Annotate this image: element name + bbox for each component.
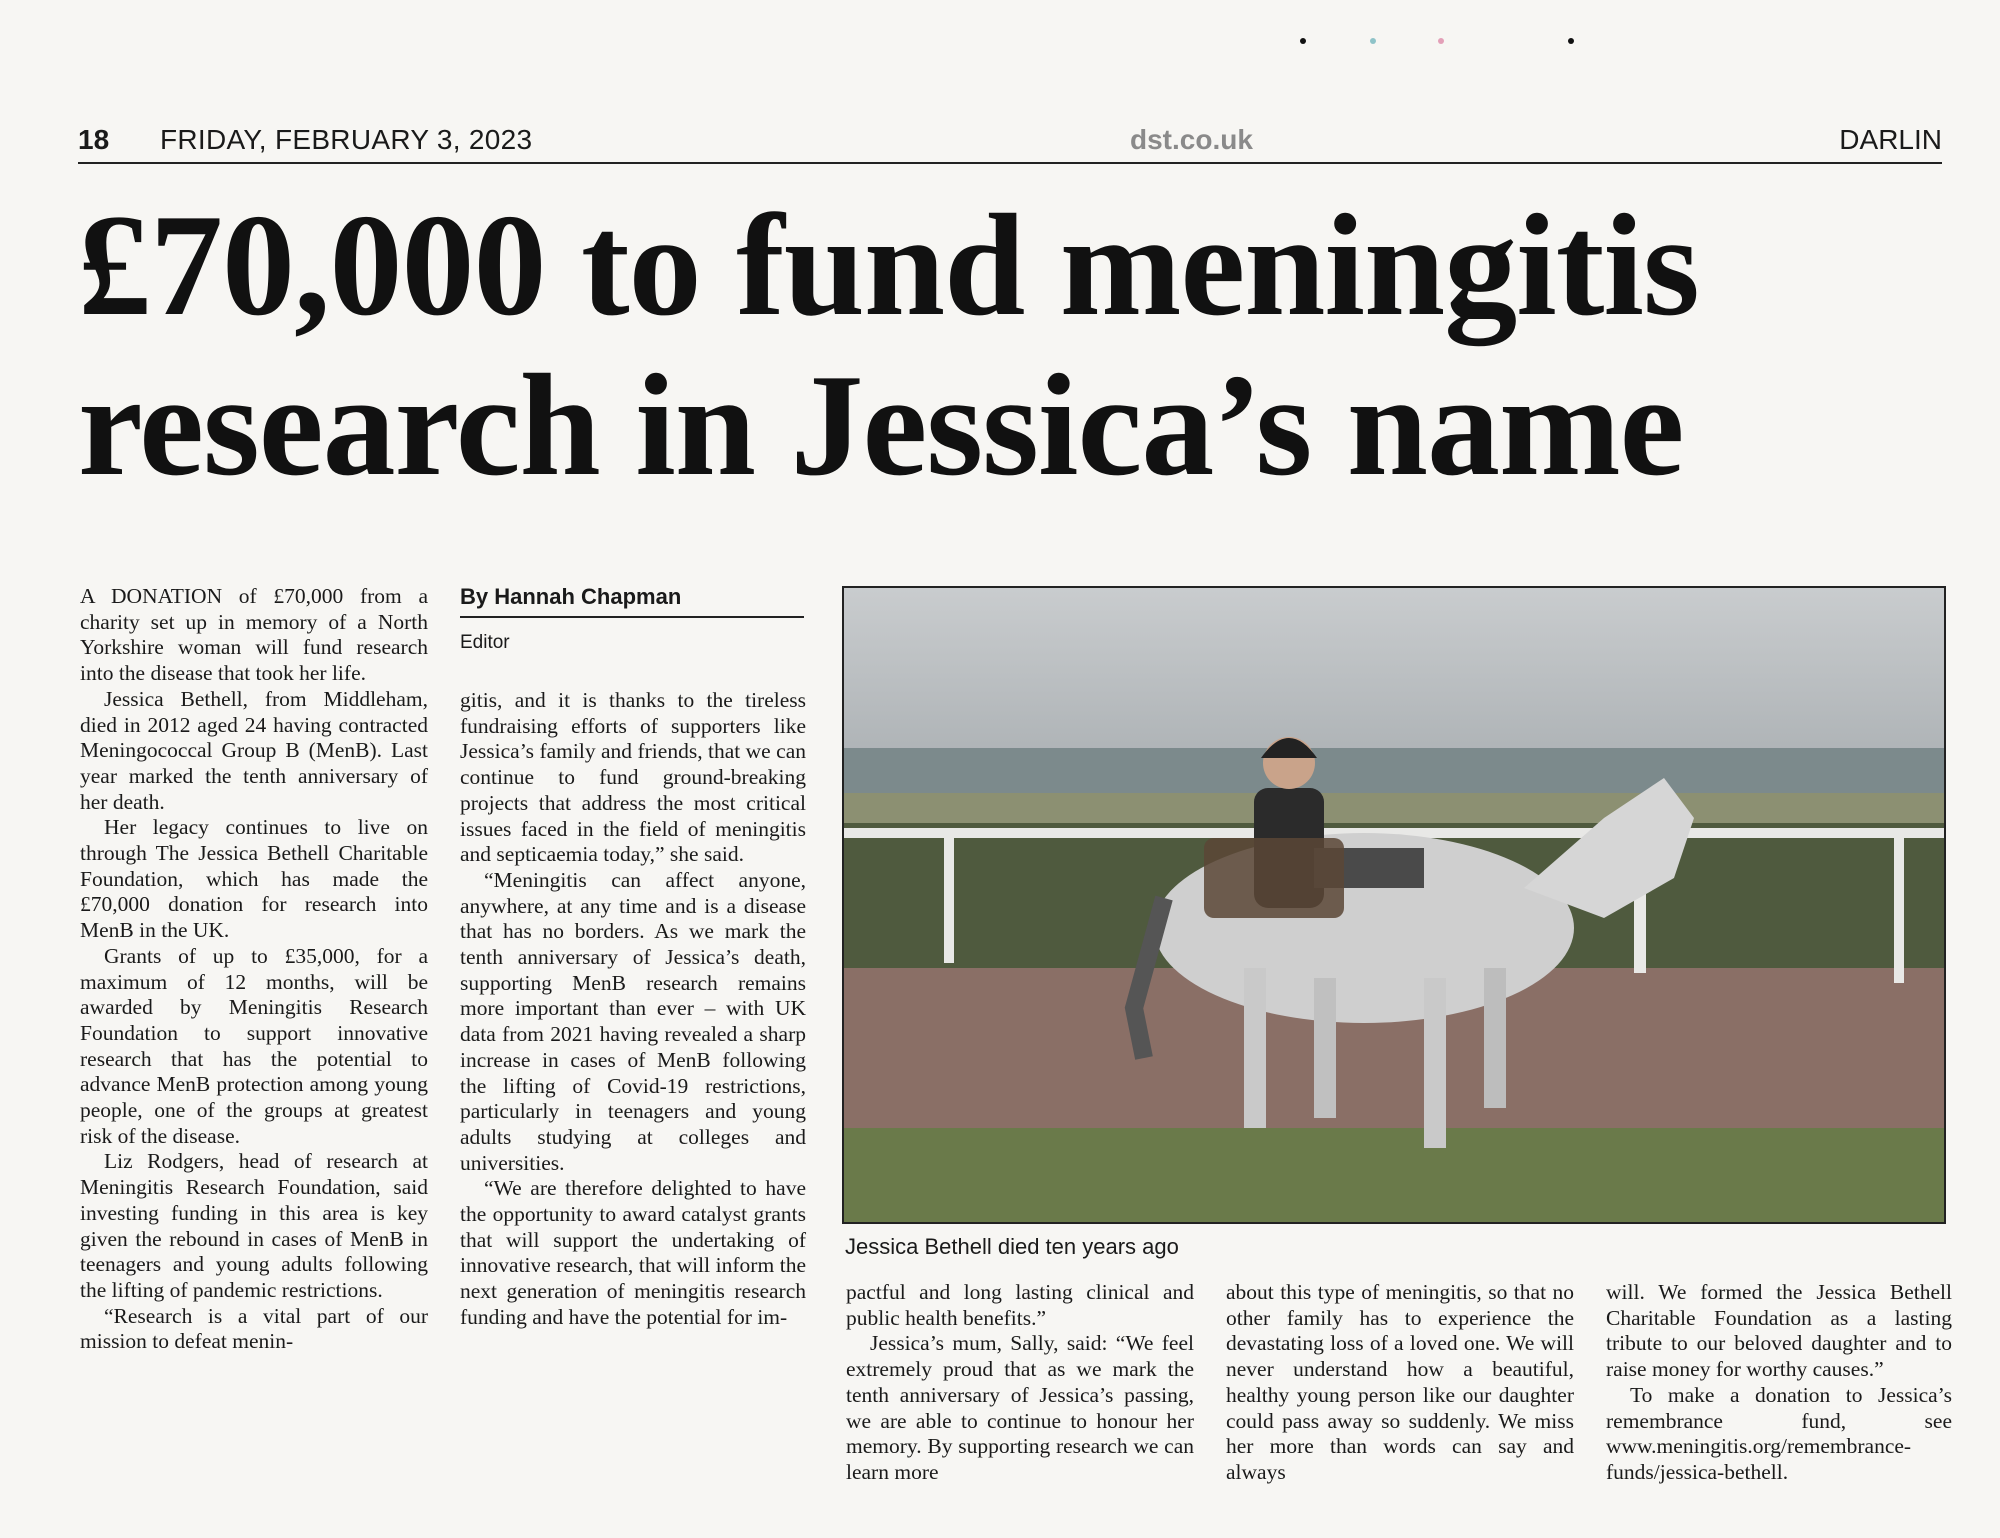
horse-rider-photo: [844, 588, 1944, 1222]
publication-date: FRIDAY, FEBRUARY 3, 2023: [160, 124, 533, 155]
paragraph: Jessica Bethell, from Middleham, died in 2012 aged 24 having contracted Meningococcal Group B (MenB). Last year marked the tenth anniversary of her death.: [80, 686, 428, 814]
paragraph: A DONATION of £70,000 from a charity set up in memory of a North Yorkshire woman will fund research into the disease that took her life.: [80, 584, 428, 686]
column-4: [1226, 1280, 1574, 1486]
column-1: [80, 584, 428, 1355]
cyan-dot: [1370, 38, 1376, 44]
paragraph: Grants of up to £35,000, for a maximum of 12 months, will be awarded by Meningitis Research Foundation to support innovative research that has the potential to advance MenB protection among young people, one of the groups at greatest risk of the disease.: [80, 943, 428, 1148]
paragraph: about this type of meningitis, so that no other family has to experience the devastating loss of a loved one. We will never understand how a beautiful, healthy young person like our daughter could pass away so suddenly. We miss her more than words can say and always: [1226, 1280, 1574, 1484]
section-name: DARLIN: [1839, 124, 1942, 155]
paragraph: “Research is a vital part of our mission to defeat menin-: [80, 1303, 428, 1354]
paragraph: will. We formed the Jessica Bethell Charitable Foundation as a lasting tribute to our beloved daughter and to raise money for worthy causes.”: [1606, 1280, 1952, 1382]
byline: By Hannah Chapman: [460, 584, 804, 618]
page-header: [78, 118, 1942, 164]
article-photo: [842, 586, 1946, 1224]
headline-line-1: £70,000 to fund meningitis: [78, 184, 1699, 346]
column-2: [460, 688, 806, 1331]
registration-dots: [1290, 38, 1590, 48]
paragraph: Liz Rodgers, head of research at Meningitis Research Foundation, said investing funding in this area is key given the rebound in cases of MenB in teenagers and young adults following the lifting of pandemic restrictions.: [80, 1149, 428, 1302]
byline-block: [460, 584, 804, 654]
site-url: dst.co.uk: [1130, 124, 1253, 155]
paragraph: “We are therefore delighted to have the opportunity to award catalyst grants that will support the undertaking of innovative research, that will inform the next generation of meningitis research funding and have the potential for im-: [460, 1176, 806, 1329]
paragraph: “Meningitis can affect anyone, anywhere, at any time and is a disease that has no borders. As we mark the tenth anniversary of Jessica’s death, supporting MenB research remains more important than ever – with UK data from 2021 having revealed a sharp increase in cases of MenB following the lifting of Covid-19 restrictions, particularly in teenagers and young adults studying at colleges and universities.: [460, 867, 806, 1175]
author-role: Editor: [460, 632, 510, 653]
paragraph: pactful and long lasting clinical and public health benefits.”: [846, 1280, 1194, 1330]
headline: [78, 185, 1968, 505]
magenta-dot: [1438, 38, 1444, 44]
photo-caption: Jessica Bethell died ten years ago: [845, 1234, 1179, 1259]
page-number: 18: [78, 124, 110, 155]
paragraph: To make a donation to Jessica’s remembrance fund, see www.meningitis.org/remembrance-funds/jessica-bethell.: [1606, 1382, 1952, 1484]
paragraph: Jessica’s mum, Sally, said: “We feel extremely proud that as we mark the tenth anniversary of Jessica’s passing, we are able to continue to honour her memory. By supporting research we can learn more: [846, 1331, 1194, 1484]
black-dot: [1568, 38, 1574, 44]
headline-line-2: research in Jessica’s name: [78, 344, 1684, 506]
column-5: [1606, 1280, 1952, 1486]
column-3: [846, 1280, 1194, 1486]
paragraph: Her legacy continues to live on through The Jessica Bethell Charitable Foundation, which has made the £70,000 donation for research into MenB in the UK.: [80, 815, 428, 943]
paragraph: gitis, and it is thanks to the tireless fundraising efforts of supporters like Jessica’s family and friends, that we can continue to fund ground-breaking projects that address the most critical issues faced in the field of meningitis and septicaemia today,” she said.: [460, 688, 806, 867]
black-dot: [1300, 38, 1306, 44]
